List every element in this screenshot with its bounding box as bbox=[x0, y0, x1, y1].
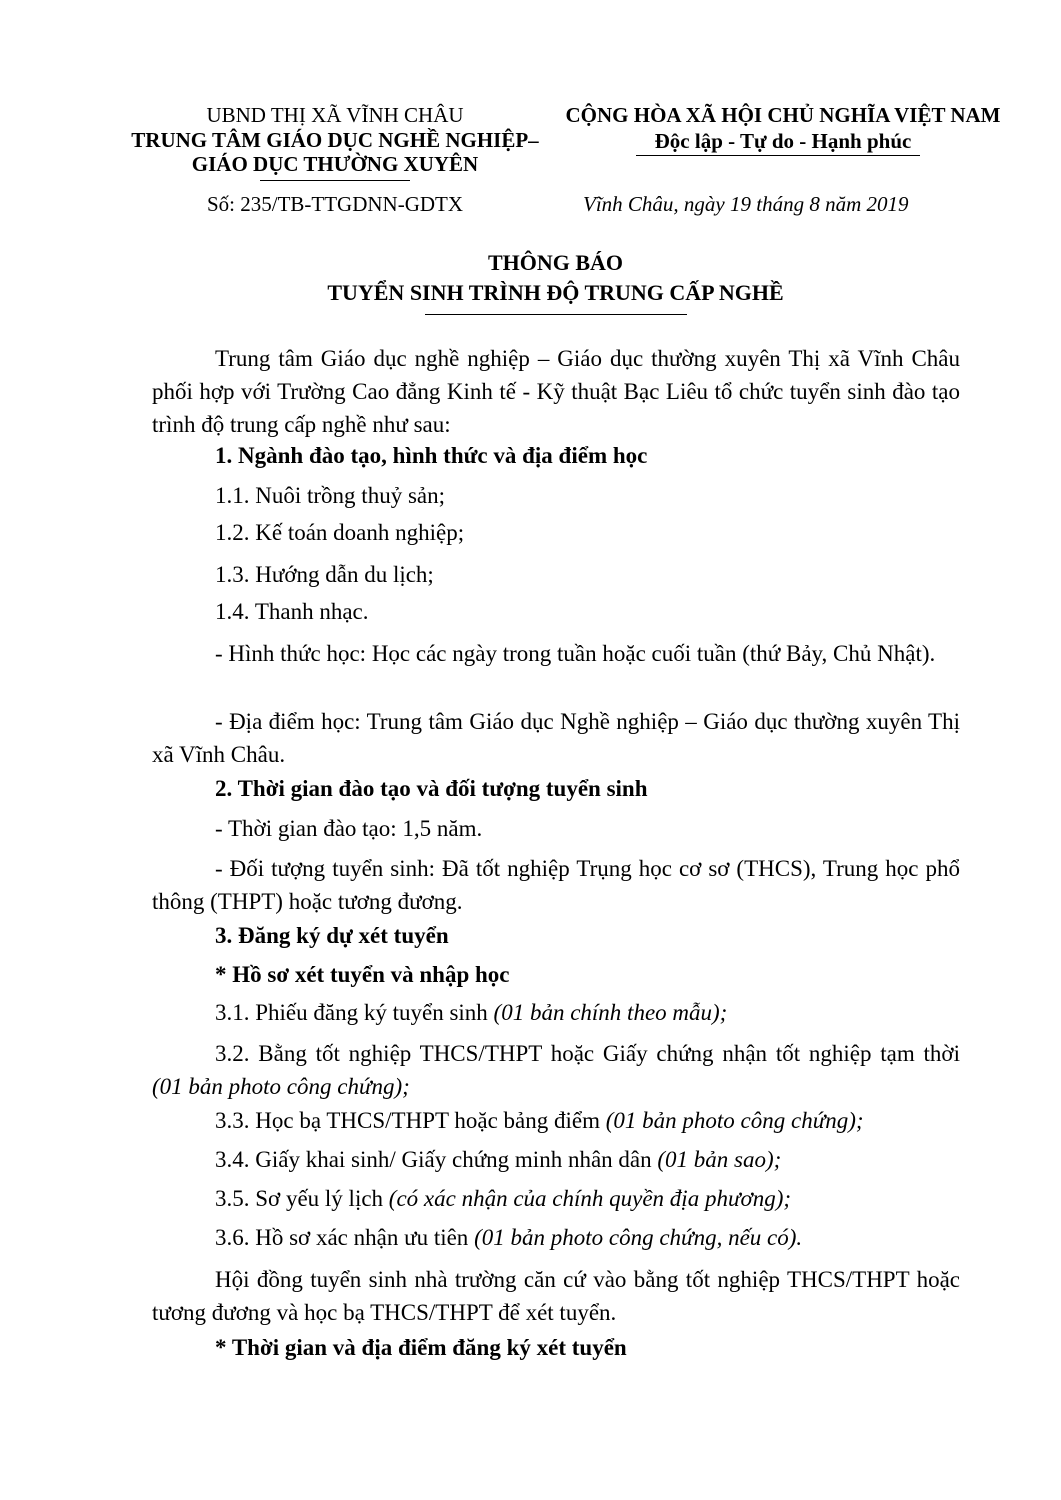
place-date: Vĩnh Châu, ngày 19 tháng 8 năm 2019 bbox=[583, 192, 909, 216]
list-item: 1.1. Nuôi trồng thuỷ sản; bbox=[215, 483, 445, 508]
list-item: 1.4. Thanh nhạc. bbox=[215, 599, 369, 624]
org-underline bbox=[260, 180, 410, 181]
study-place: - Địa điểm học: Trung tâm Giáo dục Nghề nghiệp – Giáo dục thường xuyên Thị xã Vĩnh Châu. bbox=[152, 709, 960, 767]
section-2-heading: 2. Thời gian đào tạo và đối tượng tuyển sinh bbox=[215, 776, 648, 801]
list-item: 3.3. Học bạ THCS/THPT hoặc bảng điểm (01 bản photo công chứng); bbox=[215, 1108, 864, 1133]
dossier-subheading: * Hồ sơ xét tuyển và nhập học bbox=[215, 962, 510, 987]
title-line-1: THÔNG BÁO bbox=[487, 250, 624, 275]
org-name-line-2: GIÁO DỤC THƯỜNG XUYÊN bbox=[191, 152, 479, 176]
list-item: 3.6. Hồ sơ xác nhận ưu tiên (01 bản photo công chứng, nếu có). bbox=[215, 1225, 803, 1250]
motto: Độc lập - Tự do - Hạnh phúc bbox=[654, 129, 912, 153]
list-item: 3.2. Bằng tốt nghiệp THCS/THPT hoặc Giấy chứng nhận tốt nghiệp tạm thời (01 bản photo công chứng); bbox=[152, 1041, 960, 1099]
training-duration: - Thời gian đào tạo: 1,5 năm. bbox=[215, 816, 483, 841]
council-note: Hội đồng tuyển sinh nhà trường căn cứ vào bằng tốt nghiệp THCS/THPT hoặc tương đương và học bạ THCS/THPT để xét tuyển. bbox=[152, 1267, 960, 1325]
time-place-heading: * Thời gian và địa điểm đăng ký xét tuyển bbox=[215, 1335, 627, 1360]
study-form: - Hình thức học: Học các ngày trong tuần hoặc cuối tuần (thứ Bảy, Chủ Nhật). bbox=[215, 641, 936, 666]
section-1-heading: 1. Ngành đào tạo, hình thức và địa điểm học bbox=[215, 443, 648, 468]
country-name: CỘNG HÒA XÃ HỘI CHỦ NGHĨA VIỆT NAM bbox=[565, 103, 1001, 127]
title-underline bbox=[425, 314, 687, 315]
list-item: 3.4. Giấy khai sinh/ Giấy chứng minh nhân dân (01 bản sao); bbox=[215, 1147, 782, 1172]
section-3-heading: 3. Đăng ký dự xét tuyển bbox=[215, 923, 449, 948]
motto-underline bbox=[636, 155, 920, 156]
list-item: 3.1. Phiếu đăng ký tuyển sinh (01 bản chính theo mẫu); bbox=[215, 1000, 728, 1025]
admission-target: - Đối tượng tuyển sinh: Đã tốt nghiệp Trụng học cơ sơ (THCS), Trung học phổ thông (THPT) hoặc tương đương. bbox=[152, 856, 960, 914]
list-item: 1.3. Hướng dẫn du lịch; bbox=[215, 562, 434, 587]
org-parent: UBND THỊ XÃ VĨNH CHÂU bbox=[206, 103, 464, 127]
org-name-line-1: TRUNG TÂM GIÁO DỤC NGHỀ NGHIỆP– bbox=[131, 128, 539, 152]
title-line-2: TUYỂN SINH TRÌNH ĐỘ TRUNG CẤP NGHỀ bbox=[327, 280, 784, 305]
list-item: 3.5. Sơ yếu lý lịch (có xác nhận của chính quyền địa phương); bbox=[215, 1186, 792, 1211]
intro-paragraph: Trung tâm Giáo dục nghề nghiệp – Giáo dục thường xuyên Thị xã Vĩnh Châu phối hợp với Trường Cao đẳng Kinh tế - Kỹ thuật Bạc Liêu tổ chức tuyển sinh đào tạo trình độ trung cấp nghề như sau: bbox=[152, 346, 960, 437]
document-number: Số: 235/TB-TTGDNN-GDTX bbox=[206, 192, 464, 216]
list-item: 1.2. Kế toán doanh nghiệp; bbox=[215, 520, 465, 545]
